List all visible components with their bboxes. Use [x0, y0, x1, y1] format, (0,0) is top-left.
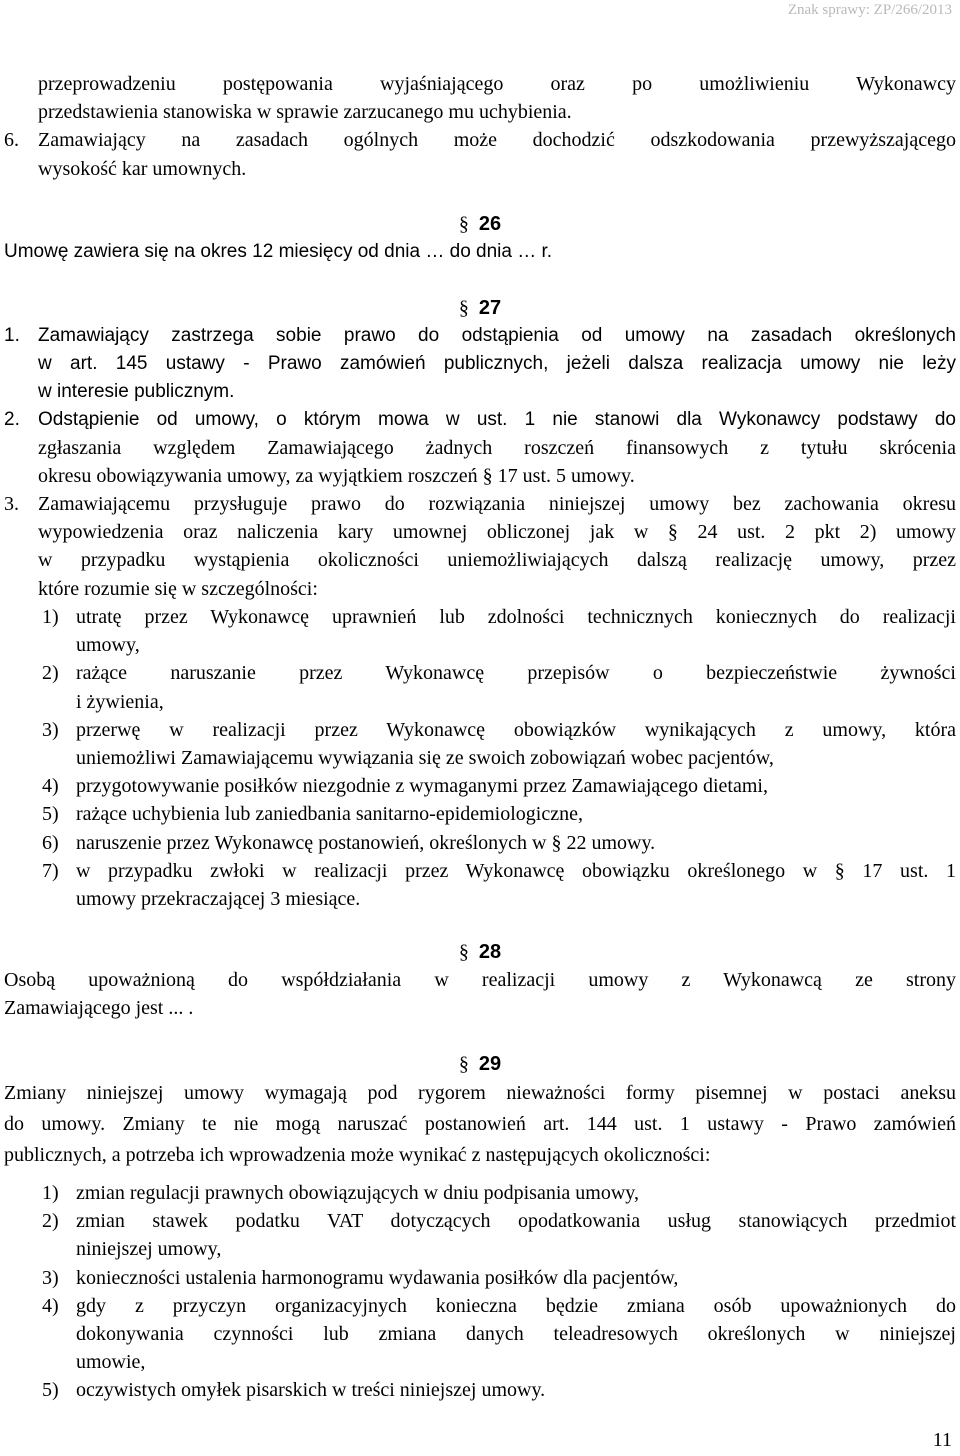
section-heading-27	[0, 294, 960, 322]
section-symbol: §	[458, 213, 469, 235]
list-item-line: umowie,	[76, 1351, 146, 1374]
point-line: okresu obowiązywania umowy, za wyjątkiem roszczeń § 17 ust. 5 umowy.	[38, 465, 635, 488]
section-29-line: publicznych, a potrzeba ich wprowadzenia może wynikać z następujących okoliczności:	[4, 1144, 711, 1166]
list-item-line: oczywistych omyłek pisarskich w treści niniejszej umowy.	[76, 1379, 546, 1402]
list-item-line: i żywienia,	[76, 690, 164, 713]
list-item-number: 7)	[42, 859, 59, 882]
point-number: 3.	[4, 493, 19, 515]
point-line: które rozumie się w szczególności:	[38, 577, 318, 600]
list-item	[4, 829, 956, 857]
section-heading-28	[0, 938, 960, 966]
section-symbol: §	[458, 1053, 469, 1075]
section-27-point-1	[4, 322, 956, 407]
point-line: zgłaszania względem Zamawiającego żadnych roszczeń finansowych z tytułu skrócenia	[38, 437, 956, 460]
section-27-list	[4, 603, 956, 913]
page-number: 11	[932, 1429, 952, 1451]
list-item-line: uniemożliwi Zamawiającemu wywiązania się ze swoich zobowiązań wobec pacjentów,	[76, 746, 774, 769]
section-28-text	[4, 966, 956, 1022]
list-item-line: utratę przez Wykonawcę uprawnień lub zdolności technicznych koniecznych do realizacji	[76, 606, 956, 628]
section-26-line: Umowę zawiera się na okres 12 miesięcy od dnia … do dnia … r.	[4, 241, 553, 262]
list-item	[4, 659, 956, 715]
list-item-line: niniejszej umowy,	[76, 1238, 222, 1261]
list-item-line: umowy,	[76, 634, 140, 657]
section-29-line: Zmiany niniejszej umowy wymagają pod rygorem nieważności formy pisemnej w postaci aneksu	[4, 1082, 956, 1104]
list-item	[4, 1264, 956, 1292]
list-item-line: zmian regulacji prawnych obowiązujących w dniu podpisania umowy,	[76, 1182, 639, 1204]
list-item	[4, 1207, 956, 1263]
point-number: 2.	[4, 409, 20, 430]
intro-line: przedstawienia stanowiska w sprawie zarzucanego mu uchybienia.	[38, 101, 572, 124]
section-number: 28	[478, 941, 502, 963]
list-item-line: rażące naruszanie przez Wykonawcę przepisów o bezpieczeństwie żywności	[76, 662, 956, 685]
section-27-point-3	[4, 490, 956, 603]
list-item-number: 4)	[42, 775, 59, 798]
section-symbol: §	[458, 297, 469, 319]
section-number: 26	[478, 213, 502, 235]
section-number: 27	[478, 297, 502, 319]
list-item-line: zmian stawek podatku VAT dotyczących opodatkowania usług stanowiących przedmiot	[76, 1210, 956, 1233]
list-item-line: przerwę w realizacji przez Wykonawcę obowiązków wynikających z umowy, która	[76, 718, 956, 741]
section-26-text	[4, 238, 956, 266]
point-number: 1.	[4, 325, 20, 346]
list-item-number: 4)	[42, 1294, 59, 1317]
list-item-number: 3)	[42, 1266, 59, 1289]
point-line: Zamawiający zastrzega sobie prawo do odstąpienia od umowy na zasadach określonych	[38, 325, 956, 346]
list-item-line: gdy z przyczyn organizacyjnych konieczna będzie zmiana osób upoważnionych do	[76, 1294, 956, 1317]
intro-line: wysokość kar umownych.	[38, 157, 247, 180]
list-item-line: w przypadku zwłoki w realizacji przez Wykonawcę obowiązku określonego w § 17 ust. 1	[76, 859, 956, 882]
intro-line: przeprowadzeniu postępowania wyjaśniającego oraz po umożliwieniu Wykonawcy	[38, 73, 956, 95]
list-item	[4, 1292, 956, 1377]
list-item-line: dokonywania czynności lub zmiana danych teleadresowych określonych w niniejszej	[76, 1322, 956, 1345]
list-item-number: 2)	[42, 1210, 59, 1233]
list-item	[4, 1179, 956, 1207]
section-heading-26	[0, 210, 960, 238]
list-item	[4, 800, 956, 828]
point-number: 6.	[4, 129, 19, 152]
list-item	[4, 716, 956, 772]
list-item-line: przygotowywanie posiłków niezgodnie z wymaganymi przez Zamawiającego dietami,	[76, 775, 768, 798]
intro-paragraph	[4, 70, 956, 183]
section-29-list	[4, 1179, 956, 1405]
list-item	[4, 857, 956, 913]
section-symbol: §	[458, 941, 469, 963]
section-28-line: Osobą upoważnioną do współdziałania w realizacji umowy z Wykonawcą ze strony	[4, 969, 956, 991]
section-27-point-2	[4, 406, 956, 491]
point-line: w przypadku wystąpienia okoliczności uniemożliwiających dalszą realizację umowy, przez	[38, 549, 956, 572]
point-line: Odstąpienie od umowy, o którym mowa w ust. 1 nie stanowi dla Wykonawcy podstawy do	[38, 409, 956, 430]
intro-point-6	[4, 126, 956, 182]
intro-line: Zamawiający na zasadach ogólnych może dochodzić odszkodowania przewyższającego	[38, 129, 956, 152]
section-29-line: do umowy. Zmiany te nie mogą naruszać postanowień art. 144 ust. 1 ustawy - Prawo zamówień	[4, 1113, 956, 1135]
list-item-number: 5)	[42, 803, 59, 826]
list-item-number: 5)	[42, 1379, 59, 1402]
list-item-number: 1)	[42, 606, 59, 628]
point-line: Zamawiającemu przysługuje prawo do rozwiązania niniejszej umowy bez zachowania okresu	[38, 493, 956, 515]
list-item-line: konieczności ustalenia harmonogramu wydawania posiłków dla pacjentów,	[76, 1266, 679, 1289]
section-28-line: Zamawiającego jest ... .	[4, 997, 194, 1020]
section-number: 29	[478, 1053, 502, 1075]
section-heading-29	[0, 1050, 960, 1078]
point-line: wypowiedzenia oraz naliczenia kary umownej obliczonej jak w § 24 ust. 2 pkt 2) umowy	[38, 521, 956, 544]
list-item-line: naruszenie przez Wykonawcę postanowień, określonych w § 22 umowy.	[76, 831, 656, 854]
list-item	[4, 772, 956, 800]
list-item-line: umowy przekraczającej 3 miesiące.	[76, 887, 361, 910]
list-item-number: 2)	[42, 662, 59, 685]
point-line: w art. 145 ustawy - Prawo zamówień publicznych, jeżeli dalsza realizacja umowy nie leży	[38, 353, 956, 375]
list-item-line: rażące uchybienia lub zaniedbania sanitarno-epidemiologiczne,	[76, 803, 583, 826]
list-item-number: 6)	[42, 831, 59, 854]
section-29-text	[4, 1078, 956, 1171]
list-item-number: 1)	[42, 1182, 59, 1204]
list-item-number: 3)	[42, 718, 59, 741]
list-item	[4, 1376, 956, 1404]
case-reference: Znak sprawy: ZP/266/2013	[787, 2, 952, 18]
point-line: w interesie publicznym.	[38, 381, 235, 403]
list-item	[4, 603, 956, 659]
